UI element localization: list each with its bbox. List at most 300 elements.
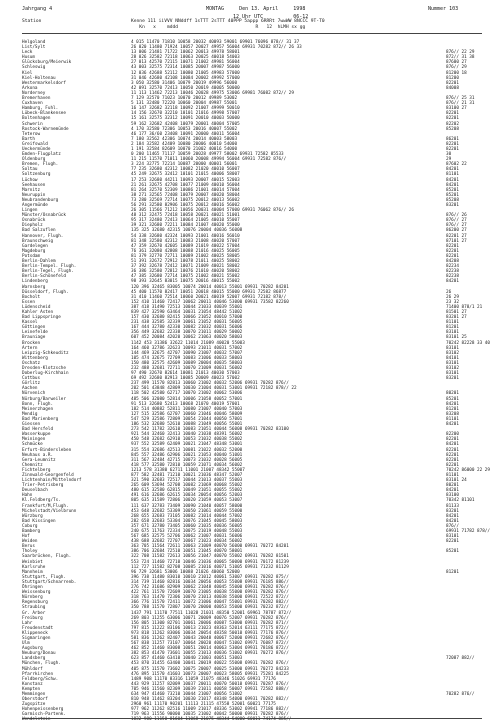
station-name: Bad Salzuflen [22,228,56,234]
station-code-groups: 5 131 32480 72220 10060 20004 49987 55001 [131,101,238,107]
station-code-groups: 156 805 11300 82701 10061 20006 40087 53000 69931 70282 871// [131,620,289,626]
station-name: Marnitz [22,187,41,193]
station-name: Gr. Arber [22,610,46,616]
station-name: Soltau [22,167,38,173]
station-code-groups: 95 317 32480 72413 10064 21005 40010 55007 [131,218,240,224]
station-code-groups: 0 200 11465 71117 10059 20028 49977 58002 69931 72582 85533 [131,152,284,158]
station-code-groups: 47 359 32670 42605 10089 21019 40022 57004 [131,243,240,249]
station-code-groups: 26 020 11480 71924 10057 20027 49957 56004 69931 70282 872// 26 33 [131,45,302,51]
station-name: Meiningen [22,437,46,443]
station-name: Lüdenscheid [22,304,51,310]
station-extension-groups: 82200 [446,432,459,438]
station-code-groups: 282 658 32683 53304 10076 21045 40045 58003 [131,518,243,524]
station-code-groups: 1832 980 11150 81604 11068 21075 48344 54000 60011 74174 885// [131,717,292,723]
station-name: Giessen [22,422,41,428]
station-code-groups: 839 427 32590 63464 10031 21054 48442 51002 [131,309,243,315]
station-name: Cuxhaven [22,101,43,107]
station-name: Lüchow [22,177,38,183]
station-name: Bonn, Flugh. [22,401,54,407]
station-code-groups: 112 727 11582 82708 10085 21016 40071 51005 69931 71232 81129 [131,564,289,570]
station-extension-groups: 86201 [446,136,459,142]
station-code-groups: 202 501 43848 42809 10030 21004 40031 53001 69931 72182 878// 22 [131,386,297,392]
station-code-groups: 453 870 31455 63400 10041 20019 40022 55008 69931 70282 876// [131,661,289,667]
station-name: Hannover, Flugh. [22,233,64,239]
station-extension-groups: 82201 [446,116,459,122]
station-code-groups: 491 616 32686 62615 10034 20054 40056 52003 [131,493,243,499]
station-extension-groups: 85201 [446,187,459,193]
station-code-groups: 98 393 32645 83015 10075 20016 40015 55002 [131,279,240,285]
station-extension-groups: 81101 [446,320,459,326]
station-code-groups: 31 410 11460 72514 10060 20021 40019 52007 69931 72182 878// [131,294,287,300]
station-code-groups: 43 003 32575 72314 10085 20007 49987 56000 [131,65,240,71]
station-extension-groups: 69931 71782 878// [446,529,490,534]
station-name: Erfurt-Bindersleben [22,447,72,453]
station-name: Leipzig-Schkeuditz [22,350,69,356]
station-code-groups: 396 738 11480 83010 10010 21012 40061 53007 69931 70282 875// [131,574,289,580]
station-extension-groups: 81200 [446,75,459,81]
station-extension-groups: 84208 [446,259,459,265]
station-name: Gardelegen [22,243,48,249]
station-extension-groups: 70282 876// [446,692,475,697]
station-name: Magdeburg [22,248,46,254]
station-code-groups: 363 705 11564 72611 10063 21009 40070 56000 69931 70272 84201 [131,544,289,550]
station-code-groups: 91 513 32680 52413 10068 21070 40019 57001 [131,401,240,407]
station-name: Schmücke [22,442,43,448]
station-extension-groups: 82201 [446,248,459,254]
station-name: Garmisch-Partenk. [22,712,66,718]
station-name: Westermarkelsdorf [22,80,66,86]
station-name: Landsberg [22,656,46,662]
station-extension-groups: 71400 878/1 21 [446,304,483,310]
station-extension-groups: 83201 27 [446,315,467,321]
station-code-groups: 7 129 32570 71023 10070 20012 49989 53002 [131,96,238,102]
station-extension-groups: 85208 [446,126,459,132]
station-name: Feldberg/Schw. [22,676,59,682]
station-code-groups: 59 162 32682 42408 10079 20001 40004 57005 [131,121,240,127]
station-code-groups: 366 776 11570 72411 10072 21006 40047 55001 69931 70282 882// [131,600,289,606]
station-name: Angermünde [22,203,48,208]
station-name: Brauniage [22,335,46,341]
station-extension-groups: 84201 [446,442,459,448]
station-extension-groups: 82202 [446,121,459,127]
station-name: Essen [22,299,35,305]
station-name: Mannheim [22,569,43,575]
station-code-groups: 810 948 11462 83204 10030 21017 48348 54000 69931 70282 882// [131,697,289,703]
station-code-groups: 1489 908 11170 83316 11059 21075 48346 51026 69931 77176 [131,676,276,682]
station-code-groups: 581 836 11262 82407 10043 20048 40067 52000 69931 72682 876// [131,635,289,641]
station-extension-groups: 876// 27 [446,223,467,229]
station-name: Weiden [22,539,38,545]
station-code-groups: 321 590 32683 72517 10044 21013 40037 55003 [131,478,243,484]
station-code-groups: 476 895 11570 41603 10073 20007 40023 58005 69931 75281 84225 [131,671,289,677]
station-code-groups: 237 499 11570 82813 10060 21002 40032 52006 69931 70282 876// [131,381,289,387]
station-extension-groups: 82201 27 [446,233,467,239]
station-name: Mühldorf [22,666,43,672]
station-code-groups: 45 249 32675 32412 10101 21015 40006 58007 [131,172,240,178]
station-name: Kiel [22,70,33,76]
station-name: Berlin-Tegel, Flugh. [22,269,74,275]
date-line: MONTAG Den 13. April 1998 [206,6,306,12]
station-extension-groups: 84201 [446,422,459,428]
station-code-groups: 438 688 32682 72707 10067 21023 40034 56002 [131,539,243,545]
station-extension-groups: 876// 26 [446,213,467,219]
station-extension-groups: 70242 82228 33 40 [446,340,490,346]
station-code-groups: 27 013 42570 72115 10071 21002 49981 56004 [131,60,240,66]
station-extension-groups: 80201 [446,391,459,397]
station-code-groups: 2 184 32582 42409 10080 20006 40010 54000 [131,141,238,147]
station-code-groups: 231 438 32585 32339 10061 21052 40031 56005 [131,320,243,326]
station-code-groups: 46 177 36/60 23408 10091 20000 40011 56004 [131,131,240,137]
station-code-groups: 405 875 11570 73602 10075 20007 40025 53000 69931 70272 84233 [131,666,289,672]
station-extension-groups: 80201 [446,483,459,489]
station-name: Münster/Osnabrück [22,213,66,219]
station-name: List/Sylt [22,45,46,51]
station-code-groups: 567 838 11257 73107 10064 20020 40047 51002 69971 76087 872// [131,641,289,647]
station-extension-groups: 83102 [446,366,459,371]
station-code-groups: 315 554 32686 42513 10081 21022 40032 52000 [131,447,243,453]
station-extension-groups: 85201 [446,192,459,198]
station-code-groups: 453 648 32682 53309 10050 21061 40059 55000 [131,508,243,514]
station-code-groups: 36 386 32580 72812 10076 21010 40020 58002 [131,269,240,275]
station-name: Kempten [22,686,41,692]
station-extension-groups: 72087 882// [446,656,475,662]
station-code-groups: 7 180 32562 42306 10074 20014 40003 58003 [131,136,238,142]
station-extension-groups: 30 [446,152,452,158]
station-extension-groups: 83201 [446,376,459,382]
observation-time: 12 Uhr UTC 06-12 [233,14,309,20]
station-name: Nürvenich [22,391,46,397]
station-extension-groups: 83201 [446,508,459,514]
station-name: Glücksburg/Meierwik [22,60,72,66]
code-groups-subheader: Kn x mddd R 12 hLMH sx gg [131,24,306,30]
station-extension-groups: 83101 24 [446,478,467,484]
station-name: Bad Hersfeld [22,427,54,433]
station-extension-groups: 84201 [446,518,459,524]
station-code-groups: 705 946 11560 82309 10039 21011 40058 50007 69931 72582 888// [131,686,289,692]
station-code-groups: 157 430 32680 82415 10066 21052 40010 57000 [131,315,243,321]
station-extension-groups: 83101 [446,345,459,351]
station-name: Kassel [22,320,38,326]
station-extension-groups: 83101 25 [446,335,467,341]
station-name: Emden-Flugplatz [22,152,61,158]
station-extension-groups: 84201 [446,279,459,285]
station-name: Bamberg [22,529,41,534]
station-code-groups: 265 609 53694 52708 10082 21069 40068 55002 [131,483,243,489]
station-code-groups: 443 929 11257 82009 10037 20011 40070 50010 69931 70287 876// [131,681,289,687]
station-name: Straubing [22,605,46,611]
station-extension-groups: 81201 [446,325,459,331]
station-code-groups: 805 635 31589 72806 10020 21059 40053 53007 [131,498,243,504]
station-extension-groups: 81101 [446,472,459,478]
station-code-groups: 3 050 32580 31406 10079 20019 49996 56000 [131,80,238,86]
station-name: Mendig [22,411,38,417]
station-name: Rostock-Warnemünde [22,126,69,132]
station-extension-groups: 82234 [446,264,459,270]
station-code-groups: 634 947 41460 73210 10044 21007 40056 51002 [131,692,243,697]
station-extension-groups: 83101 [446,330,459,336]
station-name: Neuruppin [22,192,46,198]
station-name: Gera-Leumnitz [22,457,56,463]
station-code-groups: 921 544 32460 32413 10040 21038 48391 56002 [131,432,243,438]
station-name: Memmingen [22,692,46,697]
station-code-groups: 16 147 32682 32118 10092 21007 49999 50010 [131,106,240,112]
station-code-groups: 47 385 32680 72714 10075 21002 40021 55002 [131,274,240,280]
station-code-groups: 48 312 32475 72418 10058 20021 40021 51001 [131,213,240,219]
station-code-groups: 144 469 32675 42707 10090 21007 40032 57007 [131,350,243,356]
station-extension-groups: 876// 21 31 [446,101,475,107]
station-name: Saarbrücken, Flugh. [22,554,72,560]
station-extension-groups: 83101 [446,534,459,540]
station-extension-groups: 84201 [446,182,459,188]
station-name: Bad Marienberg [22,416,59,422]
station-name: Zugspitze [22,702,46,708]
station-name: Michelstadt/Vielbrunn [22,508,77,514]
station-code-groups: 1142 453 31386 32622 11014 21089 40020 55003 [131,340,245,346]
station-name: Freudenstadt [22,625,54,631]
station-code-groups: 1 191 32584 82609 10070 21002 40016 54000 [131,146,238,152]
station-name: Neubrandenburg [22,197,59,203]
station-code-groups: 547 529 32586 72809 10054 21044 40050 57001 [131,416,243,422]
station-name: Karlsruhe [22,564,46,570]
station-name: Neuburg/Donau [22,651,56,657]
station-extension-groups: 82201 [446,437,459,443]
station-code-groups: 273 542 11782 32610 10083 21051 40044 56008 69931 70282 83100 [131,427,289,433]
station-code-groups: 480 615 32580 62815 10049 21051 40055 55002 [131,488,243,494]
station-code-groups: 973 818 11262 83006 10034 20054 48358 50010 69931 77176 876// [131,630,289,636]
station-extension-groups: 84008 [446,85,459,91]
station-code-groups: 17 253 32680 44211 10093 20007 40015 52003 [131,177,240,183]
station-extension-groups: 876// 29 [446,65,467,71]
station-name: Oldenburg [22,157,46,163]
station-name: Bad Lippspringe [22,315,61,321]
station-name: Berus [22,544,35,550]
station-code-groups: 12 036 42688 52112 10080 21005 49983 57000 [131,70,240,76]
station-name: Coburg [22,523,38,529]
station-name: Leinefelde [22,330,48,336]
station-name: Nürnberg [22,595,43,601]
station-code-groups: 977 962 11262 82516 11009 21017 48336 53002 69941 77186 882// [131,707,289,713]
station-name: Pfarrkirchen [22,671,54,677]
station-code-groups: 11 113 11462 72213 10046 20028 49975 53006 69981 76082 872// 29 [131,90,294,96]
station-code-groups: 69 492 32680 82913 10085 20009 40023 57002 [131,376,240,382]
station-code-groups: 111 637 32783 73409 10090 21040 40057 58000 [131,503,243,509]
station-code-groups: 118 502 42580 62717 10070 21002 40062 53006 [131,391,243,397]
station-name: Weinbiet [22,559,43,565]
station-name: Warnsberg [22,284,46,290]
station-name: Regensburg [22,600,48,606]
station-name: Zinnwald-Georgenfeld [22,472,74,478]
station-code-groups: 73 280 32569 72714 10075 20012 40013 56002 [131,197,240,203]
station-name: Barth [22,136,35,142]
station-code-groups: 240 675 11763 72334 10075 21019 40048 55003 [131,529,243,534]
station-name: Bad Kissingen [22,518,56,524]
footer-rule [22,718,482,719]
station-code-groups: 356 449 32682 22338 10070 21011 40029 50002 [131,330,243,336]
station-extension-groups: 81501 27 [446,309,467,315]
station-extension-groups: 83201 [446,203,459,208]
station-code-groups: 311 567 32484 42715 10073 21032 40028 56005 [131,457,243,463]
station-name: Kiel-Holtenau [22,75,56,81]
station-name: Tholey [22,549,38,555]
station-code-groups: 21 261 32675 42708 10077 21009 40010 56004 [131,182,240,188]
station-code-groups: 42 091 32570 72413 10050 20019 40005 50000 [131,85,240,91]
station-code-groups: 81 379 32770 72711 10089 21002 40025 58005 [131,253,240,259]
station-extension-groups: 29 [446,157,452,163]
station-name: Weissenburg [22,590,51,596]
station-code-groups: 357 671 32780 73405 10060 21035 40036 56005 [131,523,243,529]
station-code-groups: 51 391 32672 72912 10078 21011 40025 58002 [131,259,240,265]
station-code-groups: 135 325 32680 42315 10076 20004 40036 56008 [131,228,243,234]
station-table [0,40,504,723]
station-code-groups: 38 271 32565 72408 10079 20007 40020 58004 [131,192,240,198]
station-code-groups: 31 046 42680 42108 10084 20002 49992 57000 [131,75,240,81]
station-extension-groups: 876// 22 29 [446,50,475,56]
station-name: Aachen [22,386,38,392]
station-extension-groups: 84201 [446,401,459,407]
station-name: Boltenhagen [22,116,51,122]
station-extension-groups: 82201 [446,447,459,453]
station-extension-groups: 82201 [446,243,459,249]
station-code-groups: 268 655 32683 73105 10082 21014 40044 57002 [131,513,243,519]
station-extension-groups: 82201 [446,539,459,545]
station-code-groups: 567 685 32575 52706 10062 21007 40031 56006 [131,534,243,540]
station-name: Bocholt [22,294,41,300]
station-code-groups: 164 460 32786 32623 10093 21011 40031 57002 [131,345,243,351]
station-code-groups: 26 305 11566 71212 10056 20031 40004 57000 69931 76062 876// 26 [131,208,294,214]
station-code-groups: 607 452 20084 42020 10062 21063 40020 58003 [131,335,243,341]
station-name: Seehausen [22,182,46,188]
station-code-groups: 96 729 32681 53006 10088 21026 40060 52000 [131,569,240,575]
station-extension-groups: 81200 18 [446,70,467,76]
station-code-groups: 127 515 32586 62707 10060 21046 40046 58009 [131,411,243,417]
station-code-groups: 54 338 32680 42324 10093 21001 40016 56010 [131,233,240,239]
station-extension-groups: 82201 [446,141,459,147]
station-name: Wasserkuppe [22,432,51,438]
station-name: Sigmaringen [22,635,51,641]
station-code-groups: 553 724 11460 72710 10046 21036 40065 50000 69931 70172 81239 [131,559,289,565]
station-name: Bremerhaven [22,96,51,102]
station-code-groups: 186 532 32680 52610 10088 21049 40056 55001 [131,422,243,428]
station-code-groups: 382 853 41470 73601 10055 21013 40036 51002 69931 70272 876// [131,651,289,657]
station-name: Diepholz [22,223,43,229]
station-extension-groups: 23 32 [446,299,459,305]
station-name: Soltzenburg [22,172,51,178]
station-name: Kahler Asten [22,309,54,315]
station-code-groups: 314 739 11460 82816 10034 20056 40053 55008 69931 76185 886// [131,579,289,585]
station-extension-groups: 81201 [446,569,459,575]
station-extension-groups: 83208 [446,411,459,417]
station-extension-groups: 84201 [446,488,459,494]
station-extension-groups: 81101 [446,416,459,422]
station-name: Wittenberg [22,355,48,361]
station-extension-groups: 82201 [446,462,459,468]
station-name: Göttingen [22,325,46,331]
station-name: Lindenberg [22,279,48,285]
station-extension-groups: 83100 27 [446,106,467,112]
station-name: Cottbus [22,376,41,382]
station-code-groups: 81 264 32570 52309 10086 21001 40014 57004 [131,187,240,193]
station-extension-groups: 26 29 [446,294,459,300]
station-name: Öhringen [22,585,43,591]
station-code-groups: 56 291 32580 82906 10075 20012 40016 56002 [131,203,240,208]
station-name: Klippeneck [22,630,48,636]
station-extension-groups: 87101 27 [446,238,467,244]
station-code-groups: 232 488 32681 72711 10070 21009 40031 56002 [131,366,243,371]
station-code-groups: 350 788 11570 72807 10070 20000 40053 55000 69931 70232 872// [131,605,289,611]
station-code-groups: 1437 791 11170 77511 11028 21031 48350 52001 69961 78787 872// [131,610,292,616]
station-extension-groups: 82201 [446,253,459,259]
station-name: Hahn [22,493,33,499]
station-name: Norderney [22,90,46,96]
station-code-groups: 81 348 32580 42312 10083 21008 40020 57007 [131,238,240,244]
station-extension-groups: 85201 [446,396,459,402]
station-name: Stuttgart, Flugh. [22,574,66,580]
station-code-groups: 1213 578 31380 62711 11001 21007 48342 55007 [131,467,245,473]
station-extension-groups: 83102 [446,350,459,356]
station-extension-groups: 82201 [446,457,459,463]
station-code-groups: 422 761 11570 72609 10070 21005 40038 55000 69931 70282 876// [131,590,289,596]
station-code-groups: 269 803 11255 63006 10071 20009 40076 52007 69931 70282 876// [131,615,289,621]
station-extension-groups: 26 [446,289,452,295]
station-name: Oberstdorf [22,697,48,703]
station-name: Nürburg/Barweiler [22,396,66,402]
header-rule [22,33,482,34]
station-name: Fichtelberg [22,467,51,473]
station-extension-groups: 82201 [446,80,459,86]
station-extension-groups: 84201 [446,513,459,519]
station-extension-groups: 82201 [446,146,459,152]
station-extension-groups: 83101 [446,371,459,377]
station-name: Osnabrück [22,218,46,224]
station-name: Hamburg, Fuhl. [22,106,59,112]
station-code-groups: 37 392 32678 72412 10071 21009 40021 58002 [131,264,240,270]
station-code-groups: 797 815 11222 83106 10013 21023 48363 52014 63111 77175 872// [131,625,289,631]
station-name: Neuhaus a.R. [22,452,54,458]
station-name: Konstanz [22,681,43,687]
station-name: Oschatz [22,360,41,366]
station-extension-groups: 84201 [446,177,459,183]
station-extension-groups: 872// 31 38 [446,55,475,61]
station-name: Chemnitz [22,462,43,468]
station-name: Artern [22,345,38,351]
station-name: Hohenpeissenberg [22,707,64,713]
station-code-groups: 450 548 32682 62910 10053 21032 40038 55002 [131,437,243,443]
station-extension-groups: 81101 [446,172,459,178]
station-name: Deuselbach [22,488,48,494]
station-code-groups: 76 361 32080 42808 10088 21016 40025 56005 [131,248,240,254]
station-code-groups: 623 857 41460 63410 10040 21003 40051 53003 [131,656,243,662]
station-extension-groups: 83101 [446,360,459,366]
station-extension-groups: 70242 86000 22 29 [446,467,490,473]
issue-number: Nummer 103 [428,6,459,12]
station-code-groups: 462 852 11460 83008 10051 20014 40063 53004 69931 78186 872// [131,646,289,652]
station-extension-groups: 81201 [446,406,459,412]
station-name: Brocken [22,340,41,346]
station-extension-groups: 81133 [446,503,459,509]
station-extension-groups: 86200 27 [446,228,467,234]
station-extension-groups: 70342 81101 [446,498,475,504]
station-name: Augsburg [22,646,43,652]
station-name: Ueckermünde [22,146,51,152]
station-code-groups: 845 557 32486 62906 10021 21053 40040 51001 [131,452,243,458]
station-name: Wendelstein [22,717,51,723]
station-name: Helgoland [22,40,46,45]
station-name: Dresden-Klotzsche [22,366,66,371]
station-name: Lahr [22,620,33,626]
station-name: Lichtenhain/Mittelndorf [22,478,82,484]
station-name: Teterow [22,131,41,137]
station-extension-groups: 82238 [446,269,459,275]
